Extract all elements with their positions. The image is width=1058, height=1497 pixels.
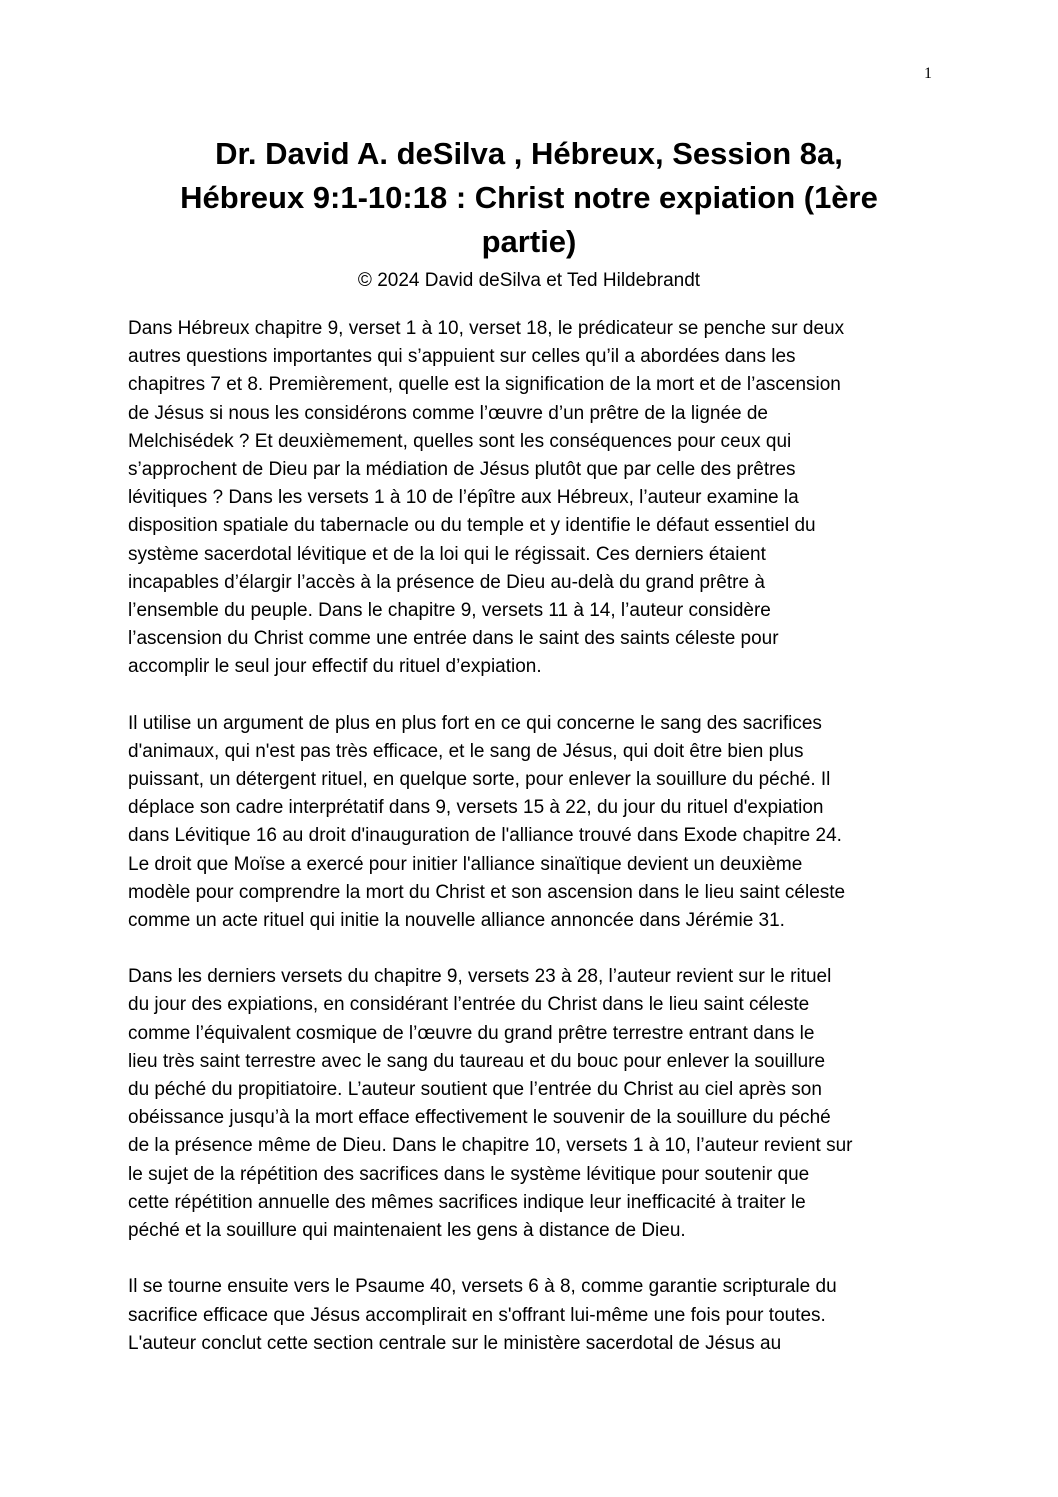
paragraph xyxy=(128,963,938,1245)
text-line: de Jésus si nous les considérons comme l’œuvre d’un prêtre de la lignée de xyxy=(128,402,768,424)
text-line: l’ensemble du peuple. Dans le chapitre 9, versets 11 à 14, l’auteur considère xyxy=(128,600,771,622)
text-line: dans Lévitique 16 au droit d'inauguration de l'alliance trouvé dans Exode chapitre 24. xyxy=(128,825,842,847)
text-line: Il utilise un argument de plus en plus fort en ce qui concerne le sang des sacrifices xyxy=(128,712,822,734)
text-line: chapitres 7 et 8. Premièrement, quelle est la signification de la mort et de l’ascension xyxy=(128,374,841,396)
text-line: autres questions importantes qui s’appuient sur celles qu’il a abordées dans les xyxy=(128,346,796,368)
text-line: modèle pour comprendre la mort du Christ et son ascension dans le lieu saint céleste xyxy=(128,881,846,903)
text-line: du péché du propitiatoire. L’auteur soutient que l’entrée du Christ au ciel après son xyxy=(128,1079,822,1101)
text-line: L'auteur conclut cette section centrale sur le ministère sacerdotal de Jésus au xyxy=(128,1332,782,1354)
title-line: partie) xyxy=(481,224,577,259)
text-line: de la présence même de Dieu. Dans le chapitre 10, versets 1 à 10, l’auteur revient sur xyxy=(128,1135,853,1157)
title-line: Dr. David A. deSilva , Hébreux, Session 8a, xyxy=(215,136,843,171)
text-line: le sujet de la répétition des sacrifices dans le système lévitique pour soutenir que xyxy=(128,1163,810,1185)
text-line: système sacerdotal lévitique et de la loi qui le régissait. Ces derniers étaient xyxy=(128,543,766,565)
document-body xyxy=(128,315,938,1386)
text-line: s’approchent de Dieu par la médiation de Jésus plutôt que par celle des prêtres xyxy=(128,459,796,481)
text-line: Dans Hébreux chapitre 9, verset 1 à 10, verset 18, le prédicateur se penche sur deux xyxy=(128,318,845,339)
paragraph xyxy=(128,1273,938,1358)
text-line: Dans les derniers versets du chapitre 9, versets 23 à 28, l’auteur revient sur le rituel xyxy=(128,966,832,988)
text-line: sacrifice efficace que Jésus accomplirait en s'offrant lui-même une fois pour toutes. xyxy=(128,1304,826,1326)
text-line: cette répétition annuelle des mêmes sacrifices indique leur inefficacité à traiter le xyxy=(128,1191,806,1213)
text-line: l’ascension du Christ comme une entrée dans le saint des saints céleste pour xyxy=(128,628,779,650)
text-line: comme l’équivalent cosmique de l’œuvre du grand prêtre terrestre entrant dans le xyxy=(128,1022,815,1044)
text-line: Il se tourne ensuite vers le Psaume 40, versets 6 à 8, comme garantie scripturale du xyxy=(128,1276,837,1298)
text-line: obéissance jusqu’à la mort efface effectivement le souvenir de la souillure du péché xyxy=(128,1107,831,1129)
text-line: puissant, un détergent rituel, en quelque sorte, pour enlever la souillure du péché. Il xyxy=(128,769,831,791)
text-line: lieu très saint terrestre avec le sang du taureau et du bouc pour enlever la souillure xyxy=(128,1050,826,1072)
text-line: incapables d’élargir l’accès à la présence de Dieu au-delà du grand prêtre à xyxy=(128,571,765,593)
paragraph xyxy=(128,315,938,682)
text-line: disposition spatiale du tabernacle ou du temple et y identifie le défaut essentiel du xyxy=(128,515,816,537)
page-number: 1 xyxy=(924,65,932,82)
copyright-notice: © 2024 David deSilva et Ted Hildebrandt xyxy=(357,270,701,291)
text-line: Le droit que Moïse a exercé pour initier l'alliance sinaïtique devient un deuxième xyxy=(128,853,803,875)
text-line: lévitiques ? Dans les versets 1 à 10 de l’épître aux Hébreux, l’auteur examine la xyxy=(128,487,799,509)
paragraph xyxy=(128,710,938,936)
text-line: comme un acte rituel qui initie la nouvelle alliance annoncée dans Jérémie 31. xyxy=(128,910,785,932)
text-line: accomplir le seul jour effectif du rituel d’expiation. xyxy=(128,656,542,678)
text-line: d'animaux, qui n'est pas très efficace, et le sang de Jésus, qui doit être bien plus xyxy=(128,740,804,762)
text-line: du jour des expiations, en considérant l’entrée du Christ dans le lieu saint céleste xyxy=(128,994,810,1016)
document-title xyxy=(128,132,930,264)
text-line: Melchisédek ? Et deuxièmement, quelles sont les conséquences pour ceux qui xyxy=(128,430,792,452)
text-line: péché et la souillure qui maintenaient les gens à distance de Dieu. xyxy=(128,1220,686,1242)
title-line: Hébreux 9:1-10:18 : Christ notre expiation (1ère xyxy=(180,180,878,215)
text-line: déplace son cadre interprétatif dans 9, versets 15 à 22, du jour du rituel d'expiation xyxy=(128,797,824,819)
